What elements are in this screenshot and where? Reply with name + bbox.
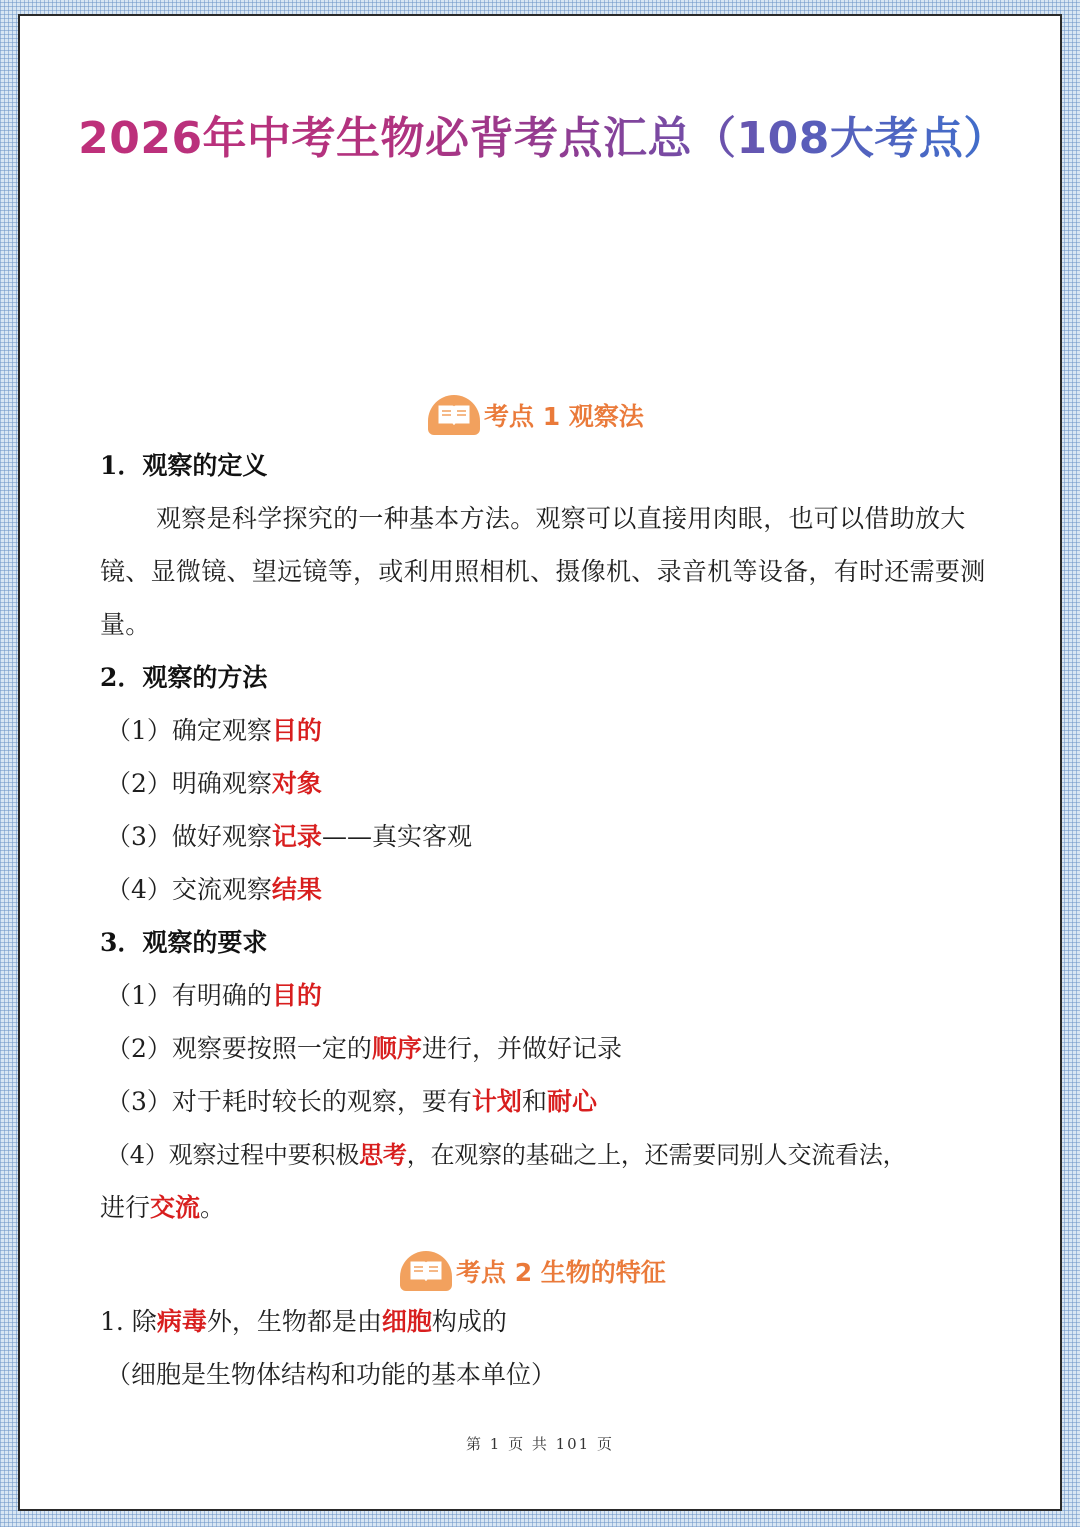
- requirement-item-3: （3）对于耗时较长的观察，要有计划和耐心: [106, 1087, 597, 1116]
- characteristic-note: （细胞是生物体结构和功能的基本单位）: [106, 1360, 557, 1389]
- open-book-icon: [428, 395, 480, 435]
- section-2-label: 考点 2 生物的特征: [456, 1258, 666, 1287]
- section-2-heading: [400, 1248, 666, 1294]
- requirement-item-4: （4）观察过程中要积极思考，在观察的基础之上，还需要同别人交流看法，: [106, 1140, 907, 1169]
- observation-definition-paragraph: 观察是科学探究的一种基本方法。观察可以直接用肉眼，也可以借助放大镜、显微镜、望远镜等，或利用照相机、摄像机、录音机等设备，有时还需要测量。: [100, 504, 986, 639]
- method-item-4: （4）交流观察结果: [106, 875, 322, 904]
- requirement-item-4-continued: 进行交流。: [100, 1193, 226, 1222]
- heading-observation-methods: 2．观察的方法: [100, 663, 268, 692]
- characteristic-item-1: 1. 除病毒外，生物都是由细胞构成的: [100, 1307, 507, 1336]
- page-title: 2026年中考生物必背考点汇总（108大考点）: [48, 104, 1038, 174]
- requirement-item-2: （2）观察要按照一定的顺序进行，并做好记录: [106, 1034, 622, 1063]
- heading-observation-requirements: 3．观察的要求: [100, 928, 268, 957]
- document-page: [18, 14, 1062, 1511]
- page-number-footer: 第 1 页 共 101 页: [465, 1435, 614, 1453]
- method-item-1: （1）确定观察目的: [106, 716, 322, 745]
- section-1-heading: [428, 392, 644, 438]
- heading-observation-definition: 1．观察的定义: [100, 451, 268, 480]
- method-item-2: （2）明确观察对象: [106, 769, 322, 798]
- section-1-label: 考点 1 观察法: [484, 402, 644, 431]
- requirement-item-1: （1）有明确的目的: [106, 981, 322, 1010]
- method-item-3: （3）做好观察记录——真实客观: [106, 822, 472, 851]
- open-book-icon: [400, 1251, 452, 1291]
